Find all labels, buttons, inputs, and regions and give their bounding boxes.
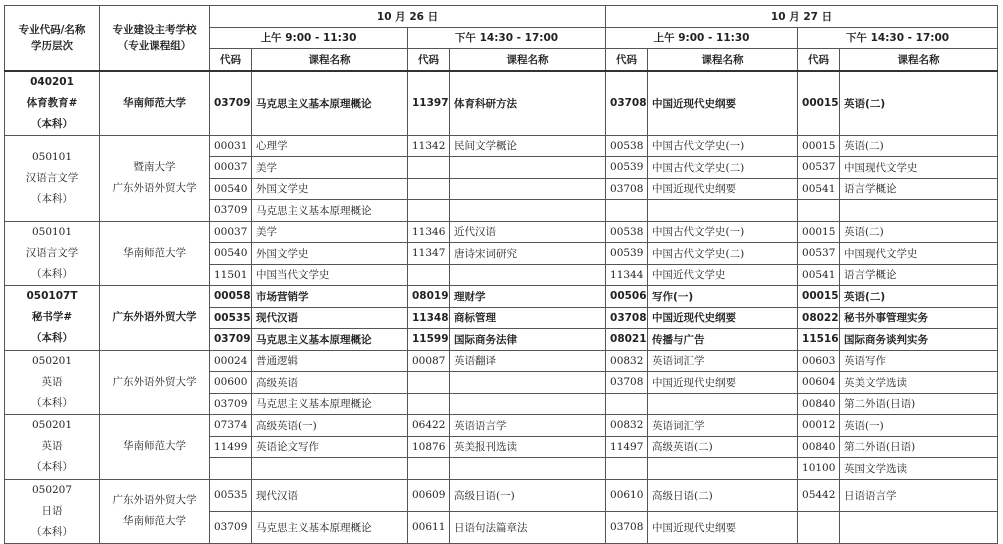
course-code-cell: 00024: [210, 350, 252, 372]
header-day2: 10 月 27 日: [606, 6, 998, 28]
course-name-cell: [840, 200, 998, 222]
course-name-cell: [450, 178, 606, 200]
major-line: 英语: [41, 440, 63, 453]
table-row: [5, 135, 998, 157]
course-code-cell: 11397: [408, 71, 450, 136]
header-major: [5, 6, 100, 71]
course-code-cell: 00538: [606, 135, 648, 157]
course-code-cell: 00539: [606, 243, 648, 265]
course-code-cell: 11346: [408, 221, 450, 243]
course-name-cell: 马克思主义基本原理概论: [252, 393, 408, 415]
major-cell: [5, 135, 100, 221]
course-code-cell: 06422: [408, 415, 450, 437]
major-cell: [5, 221, 100, 286]
header-day2-pm: 下午 14:30 - 17:00: [798, 27, 998, 49]
school-name: 华南师范大学: [123, 440, 186, 453]
course-code-cell: [606, 200, 648, 222]
major-line: 050201: [31, 354, 73, 367]
course-code-cell: 03708: [606, 71, 648, 136]
course-name-cell: 英语语言学: [450, 415, 606, 437]
course-name-cell: 中国近现代史纲要: [648, 307, 798, 329]
course-code-cell: 00015: [798, 286, 840, 308]
course-name-cell: 美学: [252, 157, 408, 179]
course-code-cell: 00037: [210, 221, 252, 243]
course-code-cell: 00832: [606, 415, 648, 437]
course-name-cell: [450, 200, 606, 222]
course-name-cell: [450, 393, 606, 415]
course-code-cell: 03709: [210, 200, 252, 222]
major-line: 050107T: [26, 290, 78, 303]
course-code-cell: [408, 264, 450, 286]
school-cell: [100, 135, 210, 221]
course-name-cell: 近代汉语: [450, 221, 606, 243]
course-code-cell: [408, 157, 450, 179]
course-name-cell: [450, 372, 606, 394]
course-name-cell: 普通逻辑: [252, 350, 408, 372]
major-line: 体育教育#: [26, 96, 78, 109]
major-cell: [5, 286, 100, 351]
course-name-cell: 中国近现代史纲要: [648, 511, 798, 543]
header-code: 代码: [606, 49, 648, 71]
course-name-cell: [840, 511, 998, 543]
course-name-cell: 现代汉语: [252, 479, 408, 511]
course-code-cell: 00015: [798, 71, 840, 136]
course-name-cell: 高级日语(一): [450, 479, 606, 511]
course-code-cell: 00537: [798, 157, 840, 179]
school-cell: [100, 350, 210, 415]
school-name: 华南师范大学: [123, 515, 186, 527]
course-code-cell: 00012: [798, 415, 840, 437]
course-name-cell: 马克思主义基本原理概论: [252, 71, 408, 136]
school-name: 华南师范大学: [123, 246, 186, 259]
course-name-cell: 美学: [252, 221, 408, 243]
major-line: 050201: [31, 419, 73, 432]
course-code-cell: 00832: [606, 350, 648, 372]
course-code-cell: 11501: [210, 264, 252, 286]
course-name-cell: 外国文学史: [252, 243, 408, 265]
course-code-cell: [408, 200, 450, 222]
header-major-line2: 学历层次: [31, 39, 73, 52]
course-code-cell: 03709: [210, 329, 252, 351]
course-name-cell: 马克思主义基本原理概论: [252, 511, 408, 543]
major-cell: [5, 415, 100, 480]
major-line: 日语: [41, 504, 63, 517]
course-code-cell: 11599: [408, 329, 450, 351]
course-name-cell: 中国近现代史纲要: [648, 71, 798, 136]
table-row: [5, 415, 998, 437]
course-code-cell: 03709: [210, 71, 252, 136]
course-code-cell: 00540: [210, 243, 252, 265]
table-body: [5, 71, 998, 544]
major-line: 汉语言文学: [25, 171, 79, 184]
course-name-cell: 民间文学概论: [450, 135, 606, 157]
major-cell: [5, 71, 100, 136]
course-name-cell: 国际商务法律: [450, 329, 606, 351]
course-code-cell: 00087: [408, 350, 450, 372]
course-code-cell: [408, 372, 450, 394]
course-name-cell: 中国古代文学史(一): [648, 221, 798, 243]
course-code-cell: 03709: [210, 393, 252, 415]
major-line: 秘书学#: [31, 311, 73, 324]
course-code-cell: 00037: [210, 157, 252, 179]
course-name-cell: 英语(二): [840, 286, 998, 308]
course-code-cell: [798, 200, 840, 222]
course-name-cell: [450, 157, 606, 179]
course-code-cell: 00600: [210, 372, 252, 394]
course-code-cell: 11347: [408, 243, 450, 265]
school-cell: [100, 415, 210, 480]
course-name-cell: 英语(二): [840, 221, 998, 243]
course-name-cell: 英语翻译: [450, 350, 606, 372]
course-code-cell: 03708: [606, 511, 648, 543]
course-code-cell: [408, 458, 450, 480]
course-code-cell: 00540: [210, 178, 252, 200]
course-code-cell: 00840: [798, 393, 840, 415]
course-name-cell: 中国现代文学史: [840, 157, 998, 179]
course-name-cell: [648, 458, 798, 480]
course-name-cell: 日语语言学: [840, 479, 998, 511]
school-cell: [100, 71, 210, 136]
header-school: [100, 6, 210, 71]
course-name-cell: 高级英语(二): [648, 436, 798, 458]
course-name-cell: [450, 458, 606, 480]
course-name-cell: 写作(一): [648, 286, 798, 308]
school-name: 广东外语外贸大学: [112, 182, 197, 194]
course-name-cell: 中国古代文学史(一): [648, 135, 798, 157]
course-name-cell: 英美报刊选读: [450, 436, 606, 458]
course-code-cell: 00506: [606, 286, 648, 308]
exam-schedule-table: [4, 5, 998, 544]
header-day1-pm: 下午 14:30 - 17:00: [408, 27, 606, 49]
table-header: [5, 6, 998, 71]
school-name: 广东外语外贸大学: [112, 311, 197, 324]
course-code-cell: 08021: [606, 329, 648, 351]
course-code-cell: [210, 458, 252, 480]
course-code-cell: 11344: [606, 264, 648, 286]
course-name-cell: 秘书外事管理实务: [840, 307, 998, 329]
course-code-cell: 00840: [798, 436, 840, 458]
header-school-line1: 专业建设主考学校: [112, 23, 197, 36]
header-school-line2: （专业课程组）: [117, 39, 192, 52]
school-name: 广东外语外贸大学: [112, 494, 197, 506]
course-name-cell: 理财学: [450, 286, 606, 308]
course-name-cell: 体育科研方法: [450, 71, 606, 136]
course-name-cell: 中国古代文学史(二): [648, 157, 798, 179]
course-code-cell: 00535: [210, 479, 252, 511]
table-row: [5, 221, 998, 243]
school-name: 暨南大学: [133, 161, 176, 173]
course-code-cell: 00015: [798, 135, 840, 157]
course-code-cell: 00604: [798, 372, 840, 394]
course-code-cell: 07374: [210, 415, 252, 437]
course-code-cell: 03708: [606, 307, 648, 329]
table-row: [5, 71, 998, 136]
major-line: （本科）: [31, 117, 73, 130]
major-line: （本科）: [31, 525, 73, 538]
course-name-cell: 中国近现代史纲要: [648, 178, 798, 200]
course-name-cell: 英语(二): [840, 71, 998, 136]
course-code-cell: 08019: [408, 286, 450, 308]
course-name-cell: 市场营销学: [252, 286, 408, 308]
school-cell: [100, 479, 210, 543]
header-major-line1: 专业代码/名称: [18, 23, 86, 36]
course-name-cell: 英语论文写作: [252, 436, 408, 458]
major-line: 汉语言文学: [25, 246, 79, 259]
header-day1-am: 上午 9:00 - 11:30: [210, 27, 408, 49]
course-code-cell: [408, 178, 450, 200]
course-name-cell: 英语词汇学: [648, 350, 798, 372]
course-code-cell: 00610: [606, 479, 648, 511]
course-name-cell: 现代汉语: [252, 307, 408, 329]
course-name-cell: 日语句法篇章法: [450, 511, 606, 543]
header-course: 课程名称: [840, 49, 998, 71]
header-day1: 10 月 26 日: [210, 6, 606, 28]
header-course: 课程名称: [648, 49, 798, 71]
course-code-cell: 00609: [408, 479, 450, 511]
course-name-cell: 语言学概论: [840, 264, 998, 286]
course-name-cell: 心理学: [252, 135, 408, 157]
course-name-cell: 英语(二): [840, 135, 998, 157]
school-cell: [100, 221, 210, 286]
header-day2-am: 上午 9:00 - 11:30: [606, 27, 798, 49]
course-name-cell: [252, 458, 408, 480]
school-name: 广东外语外贸大学: [112, 375, 197, 388]
course-code-cell: 05442: [798, 479, 840, 511]
course-code-cell: 11342: [408, 135, 450, 157]
major-line: 050207: [31, 483, 73, 496]
course-name-cell: 高级日语(二): [648, 479, 798, 511]
course-code-cell: [606, 393, 648, 415]
course-code-cell: 03709: [210, 511, 252, 543]
course-code-cell: 00535: [210, 307, 252, 329]
table-row: [5, 286, 998, 308]
course-code-cell: 00539: [606, 157, 648, 179]
course-name-cell: 英语(一): [840, 415, 998, 437]
header-code: 代码: [798, 49, 840, 71]
course-name-cell: 中国当代文学史: [252, 264, 408, 286]
course-name-cell: 第二外语(日语): [840, 393, 998, 415]
course-code-cell: 00537: [798, 243, 840, 265]
course-name-cell: 唐诗宋词研究: [450, 243, 606, 265]
course-code-cell: [606, 458, 648, 480]
course-code-cell: [798, 511, 840, 543]
major-line: （本科）: [31, 461, 73, 474]
header-course: 课程名称: [252, 49, 408, 71]
course-code-cell: 00541: [798, 264, 840, 286]
course-code-cell: 08022: [798, 307, 840, 329]
major-line: 050101: [31, 150, 73, 163]
course-name-cell: 第二外语(日语): [840, 436, 998, 458]
course-name-cell: 传播与广告: [648, 329, 798, 351]
course-name-cell: 高级英语: [252, 372, 408, 394]
course-code-cell: 10100: [798, 458, 840, 480]
course-name-cell: 马克思主义基本原理概论: [252, 329, 408, 351]
course-name-cell: 中国古代文学史(二): [648, 243, 798, 265]
course-name-cell: 国际商务谈判实务: [840, 329, 998, 351]
course-name-cell: 英语词汇学: [648, 415, 798, 437]
course-name-cell: 商标管理: [450, 307, 606, 329]
course-code-cell: 00541: [798, 178, 840, 200]
course-name-cell: 外国文学史: [252, 178, 408, 200]
course-code-cell: 11348: [408, 307, 450, 329]
course-name-cell: [450, 264, 606, 286]
course-name-cell: 英美文学选读: [840, 372, 998, 394]
major-line: （本科）: [31, 192, 73, 205]
school-cell: [100, 286, 210, 351]
course-name-cell: 英国文学选读: [840, 458, 998, 480]
header-course: 课程名称: [450, 49, 606, 71]
course-code-cell: 11497: [606, 436, 648, 458]
major-cell: [5, 350, 100, 415]
course-name-cell: 高级英语(一): [252, 415, 408, 437]
course-name-cell: [648, 393, 798, 415]
course-name-cell: 马克思主义基本原理概论: [252, 200, 408, 222]
major-line: （本科）: [31, 332, 73, 345]
course-code-cell: [408, 393, 450, 415]
course-code-cell: 03708: [606, 178, 648, 200]
course-name-cell: [648, 200, 798, 222]
course-name-cell: 英语写作: [840, 350, 998, 372]
course-code-cell: 11499: [210, 436, 252, 458]
course-code-cell: 00031: [210, 135, 252, 157]
header-code: 代码: [408, 49, 450, 71]
course-code-cell: 00015: [798, 221, 840, 243]
course-code-cell: 00058: [210, 286, 252, 308]
course-code-cell: 11516: [798, 329, 840, 351]
course-code-cell: 03708: [606, 372, 648, 394]
course-code-cell: 00603: [798, 350, 840, 372]
course-name-cell: 中国近现代史纲要: [648, 372, 798, 394]
major-line: （本科）: [31, 267, 73, 280]
major-line: 040201: [30, 75, 74, 88]
header-code: 代码: [210, 49, 252, 71]
course-name-cell: 语言学概论: [840, 178, 998, 200]
course-name-cell: 中国近代文学史: [648, 264, 798, 286]
course-code-cell: 00538: [606, 221, 648, 243]
major-cell: [5, 479, 100, 543]
major-line: 050101: [31, 225, 73, 238]
table-row: [5, 479, 998, 511]
course-name-cell: 中国现代文学史: [840, 243, 998, 265]
major-line: 英语: [41, 375, 63, 388]
school-name: 华南师范大学: [123, 96, 186, 109]
course-code-cell: 10876: [408, 436, 450, 458]
table-row: [5, 350, 998, 372]
major-line: （本科）: [31, 396, 73, 409]
course-code-cell: 00611: [408, 511, 450, 543]
